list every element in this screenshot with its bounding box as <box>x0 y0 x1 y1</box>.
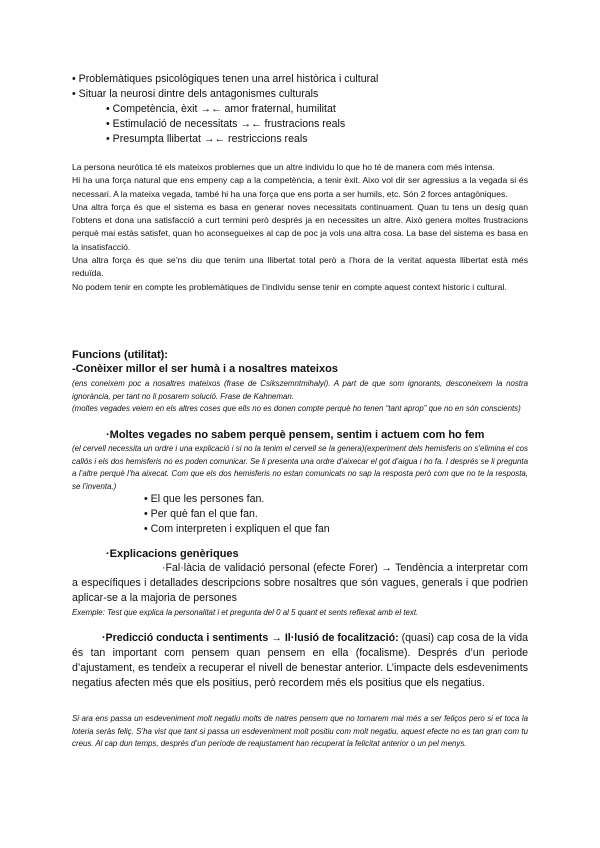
bullet-item: • Problemàtiques psicològiques tenen una arrel històrica i cultural <box>72 73 379 85</box>
section-title: Funcions (utilitat): <box>72 349 168 361</box>
note-block <box>72 443 528 493</box>
paragraph-text: ·Fal·làcia de validació personal (efecte Forer) → Tendència a interpretar com a específiques i detallades descripcions sobre nosaltres que són vagues, generals i que podrien aplicar-se a la majoria de persones <box>72 562 528 604</box>
italic-note: (moltes vegades veiem en els altres coses que ells no es donen compte perquè ho tenen “tant aprop” que no en són conscients) <box>72 404 521 413</box>
subsection-heading: ·Explicacions genèriques <box>106 548 239 560</box>
bullet-item: • El que les persones fan. <box>144 493 265 505</box>
bullet-item: • Situar la neurosi dintre dels antagonismes culturals <box>72 88 319 100</box>
intro-text <box>72 161 528 294</box>
sub-bullet-item: • Presumpta llibertat →← restriccions reals <box>106 133 308 145</box>
italic-note: Si ara ens passa un esdeveniment molt negatiu molts de natres pensem que no tornarem mai més a ser feliços pero si et toca la loteria seràs feliç. S’ha vist que tant si passa un esdeveniment molt positiu com molt negatiu, aquest efecte no es tan gran com tu creus. Al cap dun temps, després d’un període de reajustament han recuperat la felicitat anterior o un pel menys. <box>72 714 528 748</box>
subsection-heading: -Conèixer millor el ser humà i a nosaltres mateixos <box>72 363 338 375</box>
paragraph: Una altra força és que el sistema es basa en generar noves necessitats continuament. Quan tu tens un desig quan l’obtens et dona una satisfacció a curt termini però després ja en necessites un altre. Això genera moltes frustracions perquè mai estàs satisfet, quan ho aconsegueixes al cap de poc ja vols una altra cosa. La base del sistema es basa en la insatisfacció. <box>72 201 528 252</box>
example-note: Exemple: Test que explica la personalitat i et pregunta del 0 al 5 quant et sents reflexat amb el text. <box>72 608 419 617</box>
sub-bullet-item: • Estimulació de necessitats →← frustracions reals <box>106 118 346 130</box>
paragraph: Hi ha una força natural que ens empeny cap a la competència, a tenir èxit. Aixo vol dir ser agressius a la vegada si és necessari. A la mateixa vegada, també hi ha una força que ens porta a ser humils, etc. Són 2 forces antagòniques. <box>72 175 528 199</box>
italic-note: (ens coneixem poc a nosaltres mateixos (frase de Csikszemntmihalyi). A part de que som ignorants, desconeixem la nostra ignorància, per tant no li posarem solució. Frase de Kahneman. <box>72 379 528 401</box>
italic-note: (el cervell necessita un ordre i una explicació i si no la tenim el cervell se la genera)(experiment dels hemisferis on s’elimina el cos callós i els dos hemisferis no es poden comunicar. Se li presenta una ordre d’aixecar el got d’aigua i ho fa. I després se li pregunta a l’altre perquè l’ha aixecat. Com que els dos hemisferis no estan comunicats no sap la resposta però com que no te la resposta, se l’inventa.) <box>72 444 528 491</box>
bullet-item: • Com interpreten i expliquen el que fan <box>144 523 330 535</box>
paragraph: Una altra força és que se’ns diu que tenim una llibertat total però a l’hora de la veritat aquesta llibertat està més reduïda. <box>72 255 528 279</box>
note-block <box>72 713 528 751</box>
intro-bullets <box>72 72 542 147</box>
paragraph-text: (quasi) cap cosa de la vida és tan important com pensem quan pensem en ella (focalisme). Després d’un perìode d’ajustament, es tendeix a recuperar el nivell de benestar anterior. L’impacte dels esdeveniments negatius afecten més que els positius, però recordem més els positius que els negatius. <box>72 632 529 689</box>
inline-heading: ·Predicció conducta i sentiments → Il·lusió de focalització: <box>102 632 399 644</box>
sub-bullet-item: • Competència, èxit →← amor fraternal, humilitat <box>106 103 336 115</box>
note-block <box>72 378 528 416</box>
bullet-list <box>144 492 524 537</box>
paragraph <box>72 631 528 691</box>
paragraph: No podem tenir en compte les problemàtiques de l’individu sense tenir en compte aquest context historic i cultural. <box>72 281 507 292</box>
bullet-item: • Per què fan el que fan. <box>144 508 258 520</box>
subsection-heading: ·Moltes vegades no sabem perquè pensem, sentim i actuem com ho fem <box>106 429 485 441</box>
paragraph <box>72 561 528 606</box>
paragraph: La persona neuròtica té els mateixos problemes que un altre individu lo que ho té de manera com més intensa. <box>72 162 495 172</box>
